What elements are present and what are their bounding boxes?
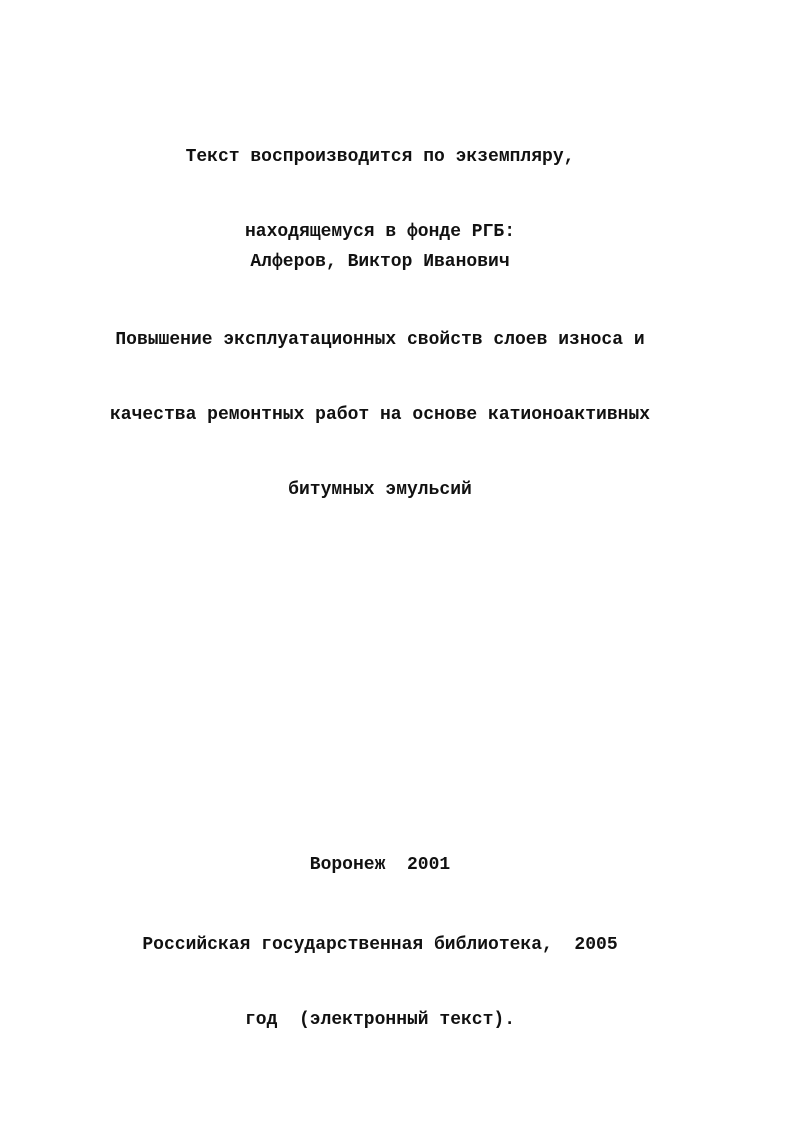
notice-line-1: Текст воспроизводится по экземпляру, — [185, 147, 575, 167]
place-year-line: Воронеж 2001 — [309, 855, 451, 875]
title-line-1: Повышение эксплуатационных свойств слоев износа и — [115, 330, 645, 350]
footer-line-1: Российская государственная библиотека, 2005 — [142, 935, 618, 955]
author-line: Алферов, Виктор Иванович — [250, 252, 510, 272]
work-title — [50, 278, 710, 553]
library-footer — [50, 883, 710, 1083]
notice-line-2: находящемуся в фонде РГБ: — [244, 222, 516, 242]
title-line-2: качества ремонтных работ на основе катионоактивных — [109, 405, 651, 425]
footer-line-2: год (электронный текст). — [244, 1010, 516, 1030]
title-line-3: битумных эмульсий — [288, 480, 472, 500]
